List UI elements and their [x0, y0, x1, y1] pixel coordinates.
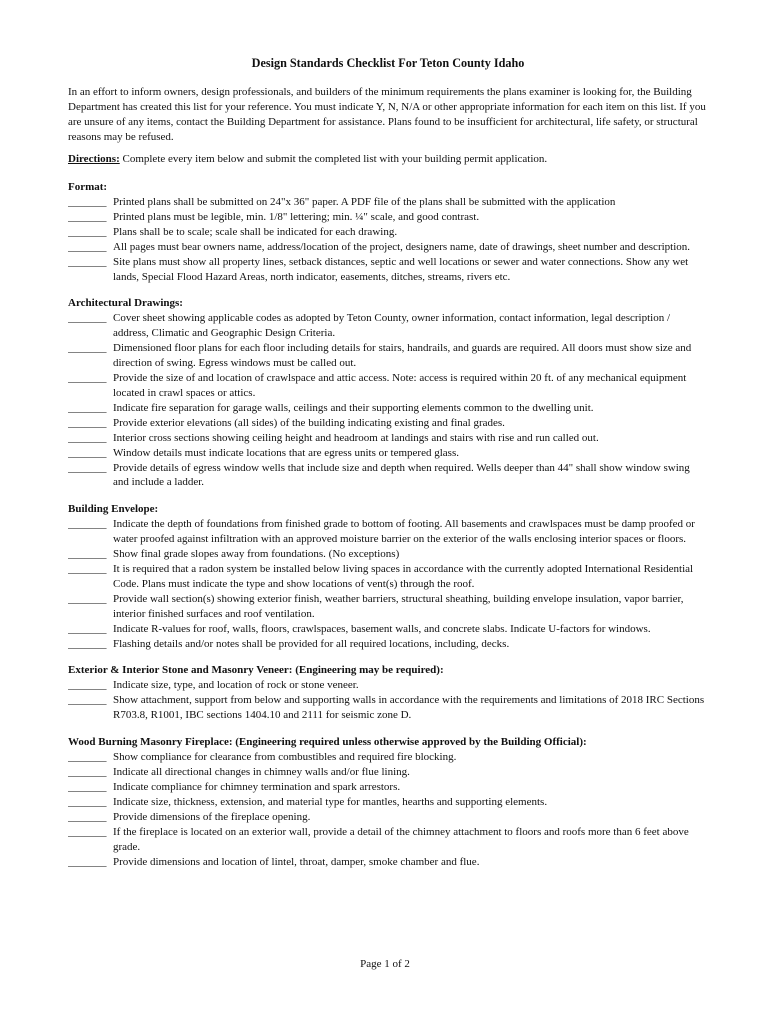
directions-label: Directions: [68, 153, 120, 165]
page-title: Design Standards Checklist For Teton County Idaho [251, 56, 525, 70]
checklist-section [68, 663, 708, 723]
checklist-sections [68, 180, 708, 869]
checklist-item [68, 195, 708, 210]
answer-blank[interactable]: _______ [68, 446, 107, 459]
answer-blank[interactable]: _______ [68, 240, 107, 253]
answer-blank[interactable]: _______ [68, 225, 107, 238]
answer-blank[interactable]: _______ [68, 401, 107, 414]
checklist-item-text: Printed plans must be legible, min. 1/8" lettering; min. ¼" scale, and good contrast. [113, 210, 480, 223]
answer-blank[interactable]: _______ [68, 766, 107, 779]
answer-blank[interactable]: _______ [68, 196, 107, 208]
intro-paragraph: In an effort to inform owners, design professionals, and builders of the minimum requirements the plans examiner is looking for, the Building Department has created this list for your reference. You must indicate Y, N, N/A or other appropriate information for each item on this list. If you are unsure of any items, contact the Building Department for assistance. Plans found to be insufficient for architectural, life safety, or structural reasons may be refused. [68, 86, 706, 143]
checklist-item [68, 678, 708, 693]
checklist-item-text: Show final grade slopes away from foundations. (No exceptions) [113, 548, 400, 561]
checklist-item [68, 431, 708, 446]
answer-blank[interactable]: _______ [68, 694, 107, 707]
checklist-section [68, 502, 708, 651]
checklist-item-text: Site plans must show all property lines, setback distances, septic and well locations or sewer and water connections. Show any wet lands, Special Flood Hazard Areas, north indicator, easements, ditches, streams, rivers etc. [113, 255, 689, 283]
page-number: Page 1 of 2 [360, 958, 410, 970]
checklist-item [68, 446, 708, 461]
checklist-item [68, 311, 708, 341]
answer-blank[interactable]: _______ [68, 416, 107, 429]
checklist-item-text: Indicate R-values for roof, walls, floors, crawlspaces, basement walls, and concrete slabs. Indicate U-factors for windows. [113, 622, 651, 635]
answer-blank[interactable]: _______ [68, 461, 107, 474]
checklist-item [68, 461, 708, 491]
checklist-item [68, 416, 708, 431]
checklist-item-text: Window details must indicate locations that are egress units or tempered glass. [113, 446, 459, 459]
checklist-item-text: Indicate size, type, and location of rock or stone veneer. [113, 679, 359, 692]
checklist-item-text: Indicate size, thickness, extension, and material type for mantles, hearths and supporting elements. [113, 795, 548, 808]
checklist-item-text: Provide wall section(s) showing exterior finish, weather barriers, structural sheathing, building envelope insulation, vapor barrier, interior finished surfaces and roof ventilation. [113, 592, 684, 620]
answer-blank[interactable]: _______ [68, 372, 107, 385]
checklist-item [68, 517, 708, 547]
checklist-item-text: Plans shall be to scale; scale shall be indicated for each drawing. [113, 225, 398, 238]
checklist-item-text: Indicate compliance for chimney termination and spark arrestors. [113, 781, 401, 793]
checklist-item-text: Flashing details and/or notes shall be provided for all required locations, including, decks. [113, 637, 510, 650]
answer-blank[interactable]: _______ [68, 679, 107, 692]
checklist-item [68, 225, 708, 240]
checklist-item [68, 622, 708, 637]
checklist-item [68, 795, 708, 810]
answer-blank[interactable]: _______ [68, 548, 107, 561]
checklist-item-text: Indicate all directional changes in chimney walls and/or flue lining. [113, 766, 410, 779]
checklist-item [68, 780, 708, 795]
checklist-item [68, 240, 708, 255]
answer-blank[interactable]: _______ [68, 751, 107, 764]
answer-blank[interactable]: _______ [68, 637, 107, 650]
answer-blank[interactable]: _______ [68, 592, 107, 605]
checklist-item [68, 810, 708, 825]
checklist-section [68, 296, 708, 490]
section-heading: Wood Burning Masonry Fireplace: (Engineering required unless otherwise approved by the Building Official): [68, 736, 587, 749]
checklist-item-text: Provide the size of and location of crawlspace and attic access. Note: access is required within 20 ft. of any mechanical equipment located in crawl spaces or attics. [113, 372, 687, 399]
checklist-item [68, 693, 708, 723]
checklist-item-text: Show attachment, support from below and supporting walls in accordance with the requirements and limitations of 2018 IRC Sections R703.8, R1001, IBC sections 1404.10 and 2111 for seismic zone D. [113, 694, 705, 722]
checklist-item [68, 592, 708, 622]
checklist-item-text: Cover sheet showing applicable codes as adopted by Teton County, owner information, contact information, legal description / address, Climatic and Geographic Design Criteria. [113, 312, 671, 340]
document-page [68, 55, 708, 881]
checklist-item [68, 855, 708, 870]
checklist-item [68, 371, 708, 401]
checklist-item [68, 562, 708, 592]
answer-blank[interactable]: _______ [68, 210, 107, 223]
answer-blank[interactable]: _______ [68, 855, 107, 868]
checklist-item [68, 341, 708, 371]
answer-blank[interactable]: _______ [68, 518, 107, 531]
checklist-item-text: Printed plans shall be submitted on 24"x 36" paper. A PDF file of the plans shall be submitted with the application [113, 196, 616, 208]
checklist-item-text: Indicate fire separation for garage walls, ceilings and their supporting elements common to the dwelling unit. [113, 401, 594, 414]
answer-blank[interactable]: _______ [68, 255, 107, 268]
checklist-item-text: If the fireplace is located on an exterior wall, provide a detail of the chimney attachment to floors and roofs more than 6 feet above grade. [113, 825, 689, 853]
section-heading: Architectural Drawings: [68, 297, 183, 310]
section-heading: Format: [68, 181, 108, 193]
answer-blank[interactable]: _______ [68, 795, 107, 808]
directions-text: Complete every item below and submit the completed list with your building permit application. [119, 153, 548, 165]
directions-paragraph [68, 152, 708, 167]
checklist-item [68, 637, 708, 652]
checklist-item-text: It is required that a radon system be installed below living spaces in accordance with the currently adopted International Residential Code. Plans must indicate the type and show locations of vent(s) through the roof. [113, 563, 694, 590]
checklist-item-text: Provide details of egress window wells that include size and depth when required. Wells deeper than 44" shall show window swing and include a ladder. [113, 461, 690, 489]
answer-blank[interactable]: _______ [68, 312, 107, 325]
section-heading: Building Envelope: [68, 503, 159, 516]
answer-blank[interactable]: _______ [68, 825, 107, 838]
answer-blank[interactable]: _______ [68, 563, 107, 576]
checklist-item-text: Provide dimensions and location of lintel, throat, damper, smoke chamber and flue. [113, 855, 480, 868]
checklist-item [68, 825, 708, 855]
answer-blank[interactable]: _______ [68, 810, 107, 823]
checklist-item-text: Indicate the depth of foundations from finished grade to bottom of footing. All basements and crawlspaces must be damp proofed or water proofed against infiltration with an approved moisture barrier on the exterior of the walls enclosing interior spaces or floors. [113, 518, 695, 546]
checklist-item-text: Provide dimensions of the fireplace opening. [113, 810, 311, 823]
checklist-item [68, 210, 708, 225]
answer-blank[interactable]: _______ [68, 622, 107, 635]
checklist-item-text: Dimensioned floor plans for each floor including details for stairs, handrails, and guards are required. All doors must show size and direction of swing. Egress windows must be called out. [113, 342, 692, 370]
answer-blank[interactable]: _______ [68, 342, 107, 355]
checklist-section [68, 735, 708, 869]
checklist-item [68, 547, 708, 562]
checklist-item [68, 750, 708, 765]
answer-blank[interactable]: _______ [68, 431, 107, 444]
checklist-item [68, 401, 708, 416]
checklist-item-text: All pages must bear owners name, address/location of the project, designers name, date of drawings, sheet number and description. [113, 240, 691, 253]
checklist-item-text: Provide exterior elevations (all sides) of the building indicating existing and final grades. [113, 416, 505, 429]
checklist-section [68, 180, 708, 284]
answer-blank[interactable]: _______ [68, 781, 107, 793]
checklist-item [68, 765, 708, 780]
checklist-item-text: Interior cross sections showing ceiling height and headroom at landings and stairs with rise and run called out. [113, 431, 599, 444]
checklist-item [68, 255, 708, 285]
checklist-item-text: Show compliance for clearance from combustibles and required fire blocking. [113, 751, 457, 764]
section-heading: Exterior & Interior Stone and Masonry Veneer: (Engineering may be required): [68, 664, 444, 677]
